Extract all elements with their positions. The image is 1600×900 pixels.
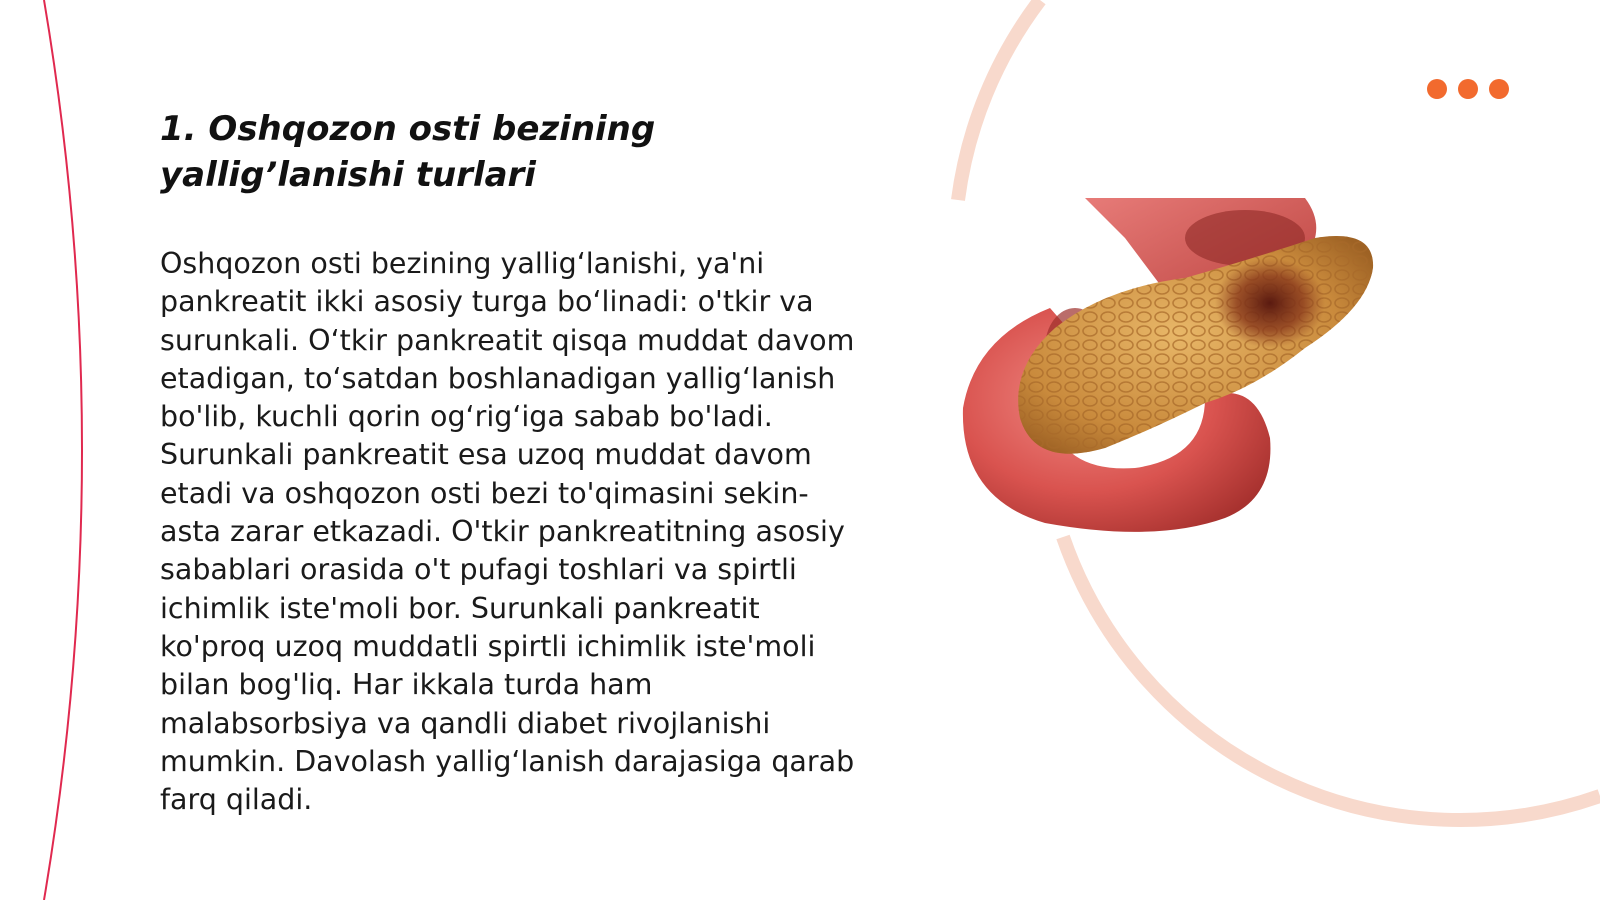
slide-title [160, 106, 780, 198]
menu-dots [1427, 79, 1509, 99]
pancreas-illustration [955, 198, 1415, 533]
dot-icon [1427, 79, 1447, 99]
slide-body-text: Oshqozon osti bezining yallig‘lanishi, ya'ni pankreatit ikki asosiy turga bo‘linadi: o'tkir va surunkali. O‘tkir pankreatit qisqa muddat davom etadigan, to‘satdan boshlanadigan yallig‘lanish bo'lib, kuchli qorin og‘rig‘iga sabab bo'ladi. Surunkali pankreatit esa uzoq muddat davom etadi va oshqozon osti bezi to'qimasini sekin-asta zarar etkazadi. O'tkir pankreatitning asosiy sabablari orasida o't pufagi toshlari va spirtli ichimlik iste'moli bor. Surunkali pankreatit ko'proq uzoq muddatli spirtli ichimlik iste'moli bilan bog'liq. Har ikkala turda ham malabsorbsiya va qandli diabet rivojlanishi mumkin. Davolash yallig‘lanish darajasiga qarab farq qiladi. [160, 247, 855, 817]
slide-title-line1: 1. Oshqozon osti bezining [160, 109, 656, 149]
slide-title-line2: yallig’lanishi turlari [160, 155, 536, 195]
dot-icon [1489, 79, 1509, 99]
dot-icon [1458, 79, 1478, 99]
